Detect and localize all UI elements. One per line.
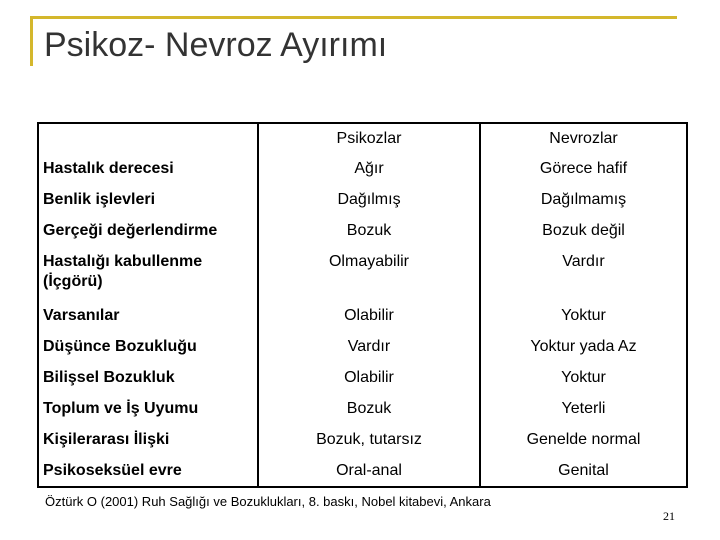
nevroz-cell: Bozuk değil	[480, 215, 687, 246]
title-accent-top-line	[30, 16, 677, 19]
table-row	[38, 455, 687, 487]
row-label: Kişilerarası İlişki	[43, 430, 170, 448]
nevroz-cell: Genelde normal	[480, 424, 687, 455]
table-row	[38, 331, 687, 362]
psikoz-cell: Ağır	[258, 153, 480, 184]
comparison-table	[37, 122, 688, 488]
page-number: 21	[663, 509, 675, 523]
table-header-cell: Psikozlar	[258, 123, 480, 153]
psikoz-cell: Oral-anal	[258, 455, 480, 487]
nevroz-cell: Yoktur yada Az	[480, 331, 687, 362]
nevroz-cell: Yoktur	[480, 300, 687, 331]
psikoz-cell: Bozuk	[258, 393, 480, 424]
row-label: Düşünce Bozukluğu	[43, 337, 197, 355]
nevroz-cell: Vardır	[480, 246, 687, 300]
row-label: Hastalığı kabullenme (İçgörü)	[43, 253, 203, 290]
row-label: Benlik işlevleri	[43, 190, 156, 208]
nevroz-cell: Görece hafif	[480, 153, 687, 184]
table-row	[38, 424, 687, 455]
psikoz-cell: Olabilir	[258, 300, 480, 331]
row-label: Hastalık derecesi	[43, 159, 174, 177]
psikoz-cell: Vardır	[258, 331, 480, 362]
nevroz-cell: Dağılmamış	[480, 184, 687, 215]
table-row	[38, 393, 687, 424]
nevroz-cell: Genital	[480, 455, 687, 487]
table-row	[38, 184, 687, 215]
table-row	[38, 362, 687, 393]
row-label: Toplum ve İş Uyumu	[43, 399, 199, 417]
table-row	[38, 215, 687, 246]
psikoz-cell: Bozuk, tutarsız	[258, 424, 480, 455]
row-label: Gerçeği değerlendirme	[43, 221, 218, 239]
table-row	[38, 153, 687, 184]
row-label: Varsanılar	[43, 306, 120, 324]
title-accent-left-line	[30, 16, 33, 66]
table-row	[38, 246, 687, 300]
row-label: Bilişsel Bozukluk	[43, 368, 175, 386]
nevroz-cell: Yeterli	[480, 393, 687, 424]
footer-citation: Öztürk O (2001) Ruh Sağlığı ve Bozuklukları, 8. baskı, Nobel kitabevi, Ankara	[45, 494, 491, 509]
row-label: Psikoseksüel evre	[43, 461, 182, 479]
nevroz-cell: Yoktur	[480, 362, 687, 393]
psikoz-cell: Bozuk	[258, 215, 480, 246]
table-header-row	[38, 123, 687, 153]
psikoz-cell: Dağılmış	[258, 184, 480, 215]
table-header-cell	[38, 123, 258, 153]
psikoz-cell: Olabilir	[258, 362, 480, 393]
table-row	[38, 300, 687, 331]
table-header-cell: Nevrozlar	[480, 123, 687, 153]
psikoz-cell: Olmayabilir	[258, 246, 480, 300]
slide-title: Psikoz- Nevroz Ayırımı	[44, 26, 388, 64]
